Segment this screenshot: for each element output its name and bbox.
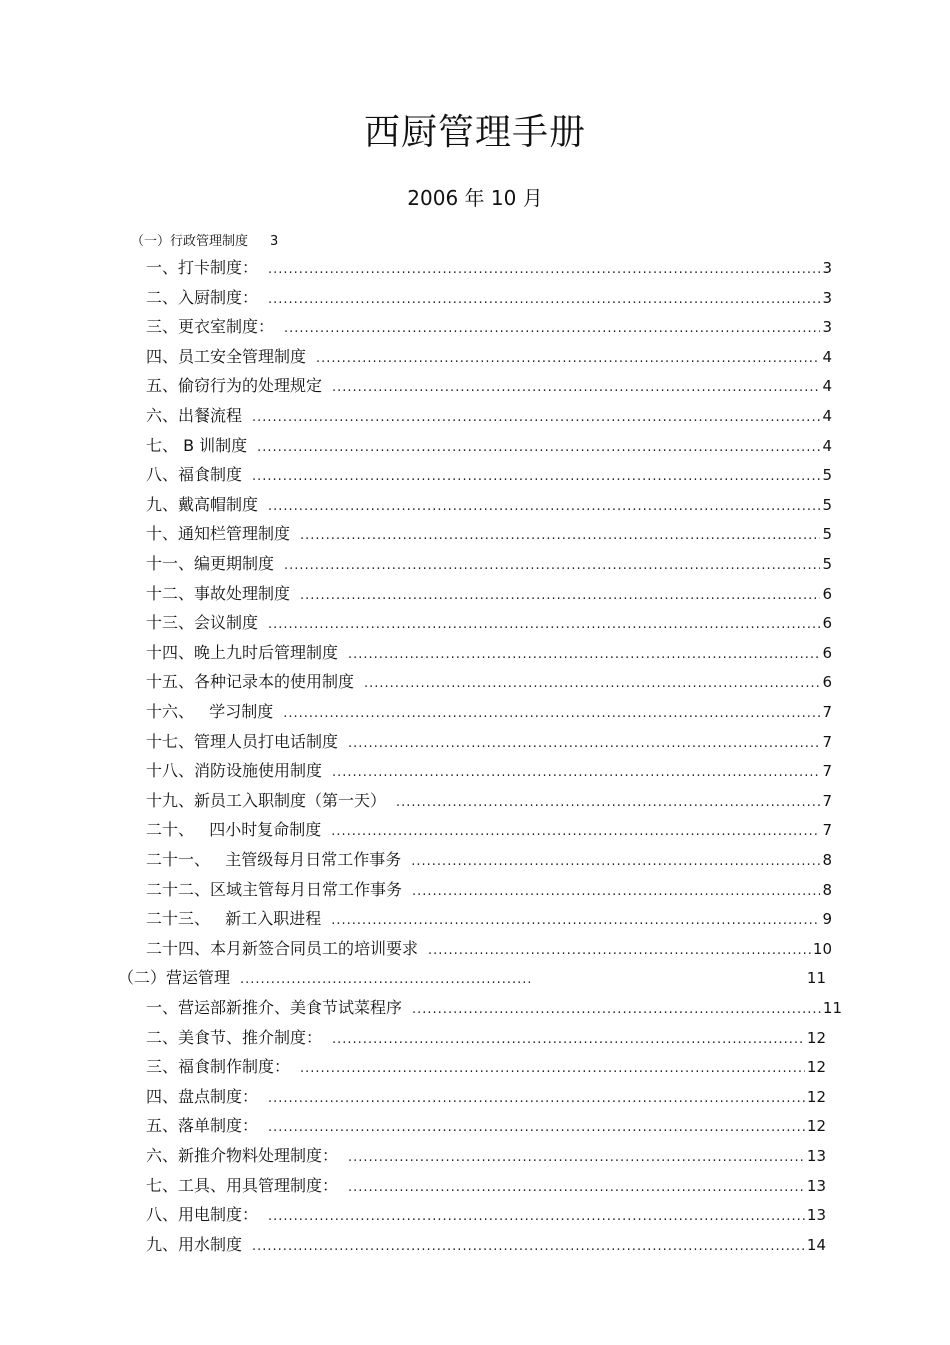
dot-leader xyxy=(283,706,820,722)
toc-entry-page-number: 5 xyxy=(822,525,832,544)
dot-leader xyxy=(240,972,530,988)
toc-entry-label: 十八、消防设施使用制度 xyxy=(146,761,323,781)
toc-entry-label: 二、美食节、推介制度： xyxy=(146,1027,323,1047)
toc-entry-page-number: 3 xyxy=(822,318,832,337)
dot-leader xyxy=(428,943,811,959)
toc-entry[interactable] xyxy=(146,937,832,959)
toc-entry-page-number: 6 xyxy=(822,643,832,662)
dot-leader xyxy=(300,528,820,544)
toc-entry-label: 三、福食制作制度： xyxy=(146,1057,291,1077)
dot-leader xyxy=(364,676,820,692)
section-heading-page: 3 xyxy=(270,234,279,249)
toc-entry-label: 七、 B 训制度 xyxy=(146,435,248,455)
dot-leader xyxy=(257,440,820,456)
toc-entry[interactable] xyxy=(146,789,832,811)
toc-entry-label: 八、福食制度 xyxy=(146,465,243,485)
toc-entry-label: 十、通知栏管理制度 xyxy=(146,524,291,544)
toc-entry[interactable] xyxy=(146,878,832,900)
section-heading-label: （二）营运管理 xyxy=(118,968,231,988)
toc-entry-label: 六、出餐流程 xyxy=(146,406,243,425)
toc-entry-page-number: 7 xyxy=(822,821,832,840)
toc-entry-page-number: 7 xyxy=(822,703,832,721)
toc-entry-page-number: 13 xyxy=(806,1176,826,1195)
toc-entry-label: 七、工具、用具管理制度： xyxy=(146,1175,339,1195)
toc-entry[interactable] xyxy=(146,522,832,544)
toc-entry[interactable] xyxy=(146,1144,826,1166)
dot-leader xyxy=(284,321,820,337)
dot-leader xyxy=(332,765,820,781)
toc-entry-page-number: 12 xyxy=(806,1058,826,1077)
toc-entry-label: 四、盘点制度： xyxy=(146,1086,259,1106)
dot-leader xyxy=(348,1150,805,1166)
dot-leader xyxy=(268,499,820,515)
toc-entry[interactable] xyxy=(146,730,832,752)
toc-entry-label: 十一、编更期制度 xyxy=(146,554,275,573)
toc-entry[interactable] xyxy=(146,463,832,485)
toc-entry-page-number: 13 xyxy=(806,1206,826,1225)
toc-entry[interactable] xyxy=(146,907,832,929)
toc-entry-label: 八、用电制度： xyxy=(146,1205,259,1225)
toc-entry-page-number: 9 xyxy=(822,910,832,929)
toc-entry-page-number: 3 xyxy=(822,259,832,277)
dot-leader xyxy=(268,292,820,308)
dot-leader xyxy=(268,617,820,633)
toc-entry-page-number: 7 xyxy=(822,762,832,781)
toc-entry[interactable] xyxy=(146,582,832,604)
dot-leader xyxy=(411,854,820,870)
toc-entry[interactable] xyxy=(146,1203,826,1225)
toc-entry-page-number: 6 xyxy=(822,673,832,692)
toc-entry-page-number: 5 xyxy=(822,466,832,485)
dot-leader xyxy=(348,1180,805,1196)
toc-entry[interactable] xyxy=(146,315,832,337)
toc-entry[interactable] xyxy=(146,641,832,663)
toc-entry-label: 一、营运部新推介、美食节试菜程序 xyxy=(146,998,403,1017)
toc-entry-label: 二十三、 新工入职进程 xyxy=(146,909,322,929)
toc-entry-label: 六、新推介物料处理制度： xyxy=(146,1146,339,1165)
toc-entry[interactable] xyxy=(146,493,832,515)
dot-leader xyxy=(412,884,820,900)
section-heading-page: 11 xyxy=(806,969,826,988)
dot-leader xyxy=(252,1239,805,1255)
section-heading-label: （一）行政管理制度 xyxy=(131,234,249,249)
toc-entry-page-number: 8 xyxy=(822,880,832,899)
dot-leader xyxy=(252,469,820,485)
toc-entry-label: 十六、 学习制度 xyxy=(146,702,274,721)
toc-entry-page-number: 5 xyxy=(822,495,832,514)
section-heading-admin xyxy=(131,230,278,249)
toc-entry-label: 二十、 四小时复命制度 xyxy=(146,820,322,840)
toc-entry-page-number: 12 xyxy=(806,1028,826,1047)
toc-entry-page-number: 4 xyxy=(822,377,832,396)
toc-entry-label: 五、偷窃行为的处理规定 xyxy=(146,376,323,396)
toc-entry-label: 十四、晚上九时后管理制度 xyxy=(146,642,339,662)
toc-entry-label: 十五、各种记录本的使用制度 xyxy=(146,672,355,692)
toc-entry[interactable] xyxy=(146,1085,826,1107)
toc-entry-label: 二十二、区域主管每月日常工作事务 xyxy=(146,879,403,899)
dot-leader xyxy=(331,824,820,840)
dot-leader xyxy=(268,262,820,278)
toc-entry[interactable] xyxy=(146,611,832,633)
document-title: 西厨管理手册 xyxy=(363,112,586,153)
toc-entry-page-number: 10 xyxy=(812,939,832,958)
toc-entry-page-number: 8 xyxy=(822,851,832,869)
dot-leader xyxy=(316,351,820,367)
toc-entry[interactable] xyxy=(146,818,832,840)
toc-entry[interactable] xyxy=(146,996,842,1018)
toc-entry-page-number: 3 xyxy=(822,288,832,307)
toc-entry-page-number: 7 xyxy=(822,791,832,810)
dot-leader xyxy=(268,1091,805,1107)
dot-leader xyxy=(332,380,820,396)
toc-entry[interactable] xyxy=(146,1026,826,1048)
toc-entry-page-number: 14 xyxy=(806,1235,826,1254)
dot-leader xyxy=(348,647,820,663)
dot-leader xyxy=(268,1120,805,1136)
toc-entry-page-number: 12 xyxy=(806,1087,826,1106)
toc-entry[interactable] xyxy=(146,1055,826,1077)
toc-entry-page-number: 4 xyxy=(822,407,832,425)
toc-entry[interactable] xyxy=(146,345,832,367)
toc-entry-page-number: 4 xyxy=(822,436,832,455)
toc-entry[interactable] xyxy=(146,759,832,781)
toc-entry-page-number: 6 xyxy=(822,614,832,633)
toc-entry-label: 九、用水制度 xyxy=(146,1234,243,1254)
toc-entry-page-number: 11 xyxy=(822,999,842,1017)
toc-entry-label: 一、打卡制度： xyxy=(146,258,259,277)
toc-entry[interactable] xyxy=(146,552,832,574)
dot-leader xyxy=(348,736,820,752)
dot-leader xyxy=(412,1002,821,1018)
toc-entry-label: 五、落单制度： xyxy=(146,1116,259,1136)
toc-entry-label: 二十四、本月新签合同员工的培训要求 xyxy=(146,938,419,958)
dot-leader xyxy=(300,588,820,604)
toc-entry[interactable] xyxy=(146,404,832,426)
dot-leader xyxy=(284,558,820,574)
toc-entry[interactable] xyxy=(146,256,832,278)
toc-entry-page-number: 13 xyxy=(806,1147,826,1165)
dot-leader xyxy=(300,1061,805,1077)
toc-entry-label: 十三、会议制度 xyxy=(146,613,259,633)
toc-entry[interactable] xyxy=(146,374,832,396)
toc-entry[interactable] xyxy=(146,1114,826,1136)
toc-entry-label: 二、入厨制度： xyxy=(146,287,259,307)
dot-leader xyxy=(252,410,820,426)
toc-entry-label: 十二、事故处理制度 xyxy=(146,583,291,603)
toc-entry[interactable] xyxy=(146,670,832,692)
toc-entry-page-number: 5 xyxy=(822,555,832,573)
toc-entry-label: 四、员工安全管理制度 xyxy=(146,346,307,366)
toc-entry-label: 十七、管理人员打电话制度 xyxy=(146,731,339,751)
toc-entry-label: 九、戴高帽制度 xyxy=(146,494,259,514)
toc-entry[interactable] xyxy=(146,848,832,870)
toc-entry-page-number: 4 xyxy=(822,347,832,366)
dot-leader xyxy=(332,1032,805,1048)
dot-leader xyxy=(268,1209,805,1225)
toc-entry-label: 十九、新员工入职制度（第一天） xyxy=(146,790,387,810)
toc-entry[interactable] xyxy=(146,434,832,456)
section-heading-operations[interactable] xyxy=(118,966,826,988)
toc-entry[interactable] xyxy=(146,700,832,722)
toc-entry-label: 三、更衣室制度： xyxy=(146,317,275,337)
document-date: 2006 年 10 月 xyxy=(407,186,543,210)
toc-entry[interactable] xyxy=(146,286,832,308)
dot-leader xyxy=(396,795,820,811)
toc-entry-label: 二十一、 主管级每月日常工作事务 xyxy=(146,850,402,869)
toc-entry-page-number: 12 xyxy=(806,1117,826,1136)
dot-leader xyxy=(331,913,820,929)
toc-entry-page-number: 6 xyxy=(822,584,832,603)
toc-entry[interactable] xyxy=(146,1233,826,1255)
toc-entry-page-number: 7 xyxy=(822,732,832,751)
toc-entry[interactable] xyxy=(146,1174,826,1196)
